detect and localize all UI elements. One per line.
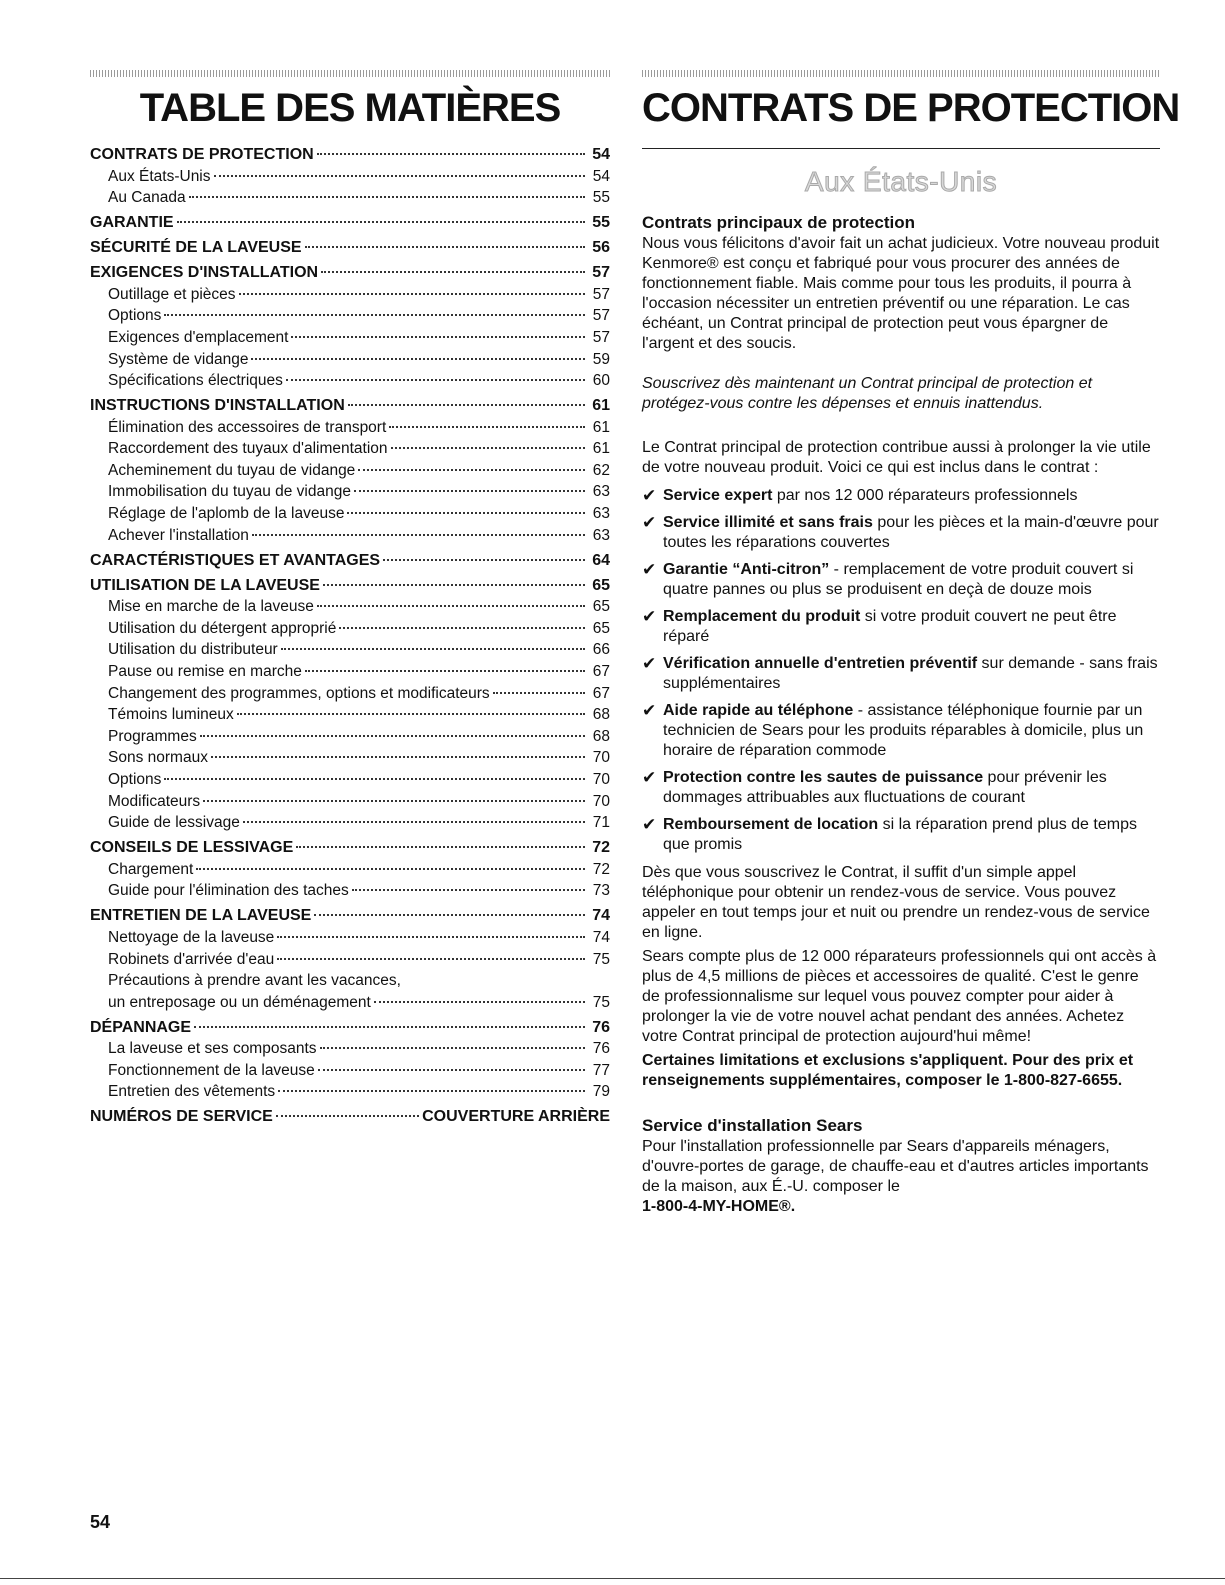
benefit-text: par nos 12 000 réparateurs professionnels: [772, 487, 1078, 504]
toc-entry-label: Changement des programmes, options et modificateurs: [108, 684, 490, 702]
checkmark-icon: ✔: [642, 560, 657, 579]
toc-dot-leader: [296, 846, 585, 848]
toc-entry: [90, 639, 610, 661]
checkmark-icon: ✔: [642, 701, 657, 720]
toc-dot-leader: [277, 958, 585, 960]
toc-entry: [90, 927, 610, 949]
toc-entry: [90, 327, 610, 349]
benefit-text: si la réparation prend plus de temps que promis: [663, 816, 1137, 853]
toc-entry-label: Robinets d'arrivée d'eau: [108, 950, 275, 968]
toc-entry-label: Au Canada: [108, 189, 186, 207]
toc-entry: [90, 1038, 610, 1060]
toc-dot-leader: [323, 584, 585, 586]
toc-entry: [90, 596, 610, 618]
toc-entry: [90, 1017, 610, 1039]
benefit-item: [642, 701, 1160, 761]
toc-entry-label: Fonctionnement de la laveuse: [108, 1061, 315, 1079]
toc-entry: [90, 395, 610, 417]
toc-entry-label: Raccordement des tuyaux d'alimentation: [108, 440, 388, 458]
toc-entry-label: CARACTÉRISTIQUES ET AVANTAGES: [90, 551, 381, 569]
toc-dot-leader: [277, 936, 585, 938]
toc-entry-page: 61: [592, 440, 610, 458]
toc-dot-leader: [383, 559, 585, 561]
intro-paragraph: Nous vous félicitons d'avoir fait un achat judicieux. Votre nouveau produit Kenmore® est conçu et fabriqué pour vous procurer des années de fonctionnement fiable. Mais comme pour tous les produits, il pourra à l'occasion nécessiter un entretien préventif ou une réparation. Le cas échéant, un Contrat principal de protection peut vous épargner de l'argent et des soucis.: [642, 235, 1160, 352]
toc-entry: [90, 550, 610, 572]
checkmark-icon: ✔: [642, 486, 657, 505]
toc-entry-page: 65: [592, 619, 610, 637]
toc-entry-label: Spécifications électriques: [108, 372, 283, 390]
toc-entry: [90, 187, 610, 209]
benefit-title: Remboursement de location: [663, 816, 879, 833]
toc-entry-label: Immobilisation du tuyau de vidange: [108, 483, 351, 501]
toc-entry-label: SÉCURITÉ DE LA LAVEUSE: [90, 239, 302, 257]
toc-dot-leader: [291, 336, 585, 338]
toc-entry-page: 72: [592, 839, 610, 857]
service-paragraph: Dès que vous souscrivez le Contrat, il suffit d'un simple appel téléphonique pour obtenir un rendez-vous de service. Vous pouvez appeler en tout temps jour et nuit ou prendre un rendez-vous de service en ligne.: [642, 864, 1150, 941]
benefit-item: [642, 513, 1160, 553]
benefit-title: Service expert: [663, 487, 773, 504]
benefit-title: Garantie “Anti-citron”: [663, 561, 830, 578]
toc-entry-label: Pause ou remise en marche: [108, 663, 302, 680]
toc-entry-label: Chargement: [108, 860, 194, 878]
toc-entry-label: Exigences d'emplacement: [108, 328, 289, 346]
italic-paragraph: Souscrivez dès maintenant un Contrat principal de protection et protégez-vous contre les dépenses et ennuis inattendus.: [642, 375, 1093, 412]
toc-dot-leader: [164, 778, 585, 780]
right-column-content: [642, 212, 1160, 1217]
toc-dot-leader: [214, 175, 585, 177]
toc-entry-label: Acheminement du tuyau de vidange: [108, 461, 356, 479]
toc-entry: [90, 503, 610, 525]
toc-dot-leader: [281, 648, 585, 650]
toc-entry-label: UTILISATION DE LA LAVEUSE: [90, 576, 320, 594]
toc-entry-page: 72: [592, 860, 610, 878]
toc-dot-leader: [194, 1026, 585, 1028]
toc-entry-page: 61: [592, 397, 610, 415]
header-hatch-right: [642, 70, 1160, 77]
toc-dot-leader: [239, 293, 585, 295]
toc-entry: [90, 683, 610, 705]
checkmark-icon: ✔: [642, 513, 657, 532]
toc-entry-label: GARANTIE: [90, 214, 174, 232]
toc-entry: [90, 618, 610, 640]
toc-entry-label: Sons normaux: [108, 749, 208, 767]
toc-dot-leader: [251, 358, 585, 360]
toc-entry-page: COUVERTURE ARRIÈRE: [422, 1108, 610, 1126]
toc-entry-label: Utilisation du distributeur: [108, 641, 278, 659]
toc-entry: [90, 212, 610, 234]
toc-dot-leader: [374, 1001, 585, 1003]
toc-entry: [90, 144, 610, 166]
toc-dot-leader: [354, 490, 585, 492]
toc-entry-page: 75: [592, 993, 610, 1011]
toc-entry-label: CONSEILS DE LESSIVAGE: [90, 839, 294, 857]
benefit-title: Aide rapide au téléphone: [663, 702, 854, 719]
toc-entry-page: 59: [592, 350, 610, 368]
toc-dot-leader: [211, 756, 585, 758]
benefit-item: [642, 654, 1160, 694]
toc-dot-leader: [358, 469, 585, 471]
toc-entry-page: 65: [592, 576, 610, 594]
toc-entry: [90, 837, 610, 859]
toc-entry-label: Options: [108, 307, 162, 325]
toc-entry-label: Réglage de l'aplomb de la laveuse: [108, 505, 345, 523]
toc-entry-label: ENTRETIEN DE LA LAVEUSE: [90, 907, 312, 925]
toc-entry-label: Mise en marche de la laveuse: [108, 598, 314, 616]
benefit-text: sur demande - sans frais supplémentaires: [663, 655, 1158, 692]
toc-dot-leader: [164, 314, 585, 316]
benefit-title: Vérification annuelle d'entretien préventif: [663, 655, 978, 672]
checkmark-icon: ✔: [642, 607, 657, 626]
toc-entry-label: Témoins lumineux: [108, 706, 234, 724]
toc-entry-label: Aux États-Unis: [108, 167, 211, 185]
toc-entry-label: Entretien des vêtements: [108, 1083, 276, 1101]
toc-entry-page: 65: [592, 598, 610, 616]
toc-entry: [90, 370, 610, 392]
toc-dot-leader: [189, 196, 585, 198]
section-title: CONTRATS DE PROTECTION: [642, 86, 1180, 130]
toc-entry: [90, 661, 610, 683]
toc-dot-leader: [278, 1090, 585, 1092]
toc-entry-page: 63: [592, 505, 610, 523]
benefit-text: pour les pièces et la main-d'œuvre pour toutes les réparations couvertes: [663, 514, 1159, 551]
toc-entry-page: 54: [592, 146, 610, 163]
checkmark-icon: ✔: [642, 815, 657, 834]
toc-entry: [90, 349, 610, 371]
toc-entry-page: 55: [592, 214, 610, 232]
benefit-item: [642, 486, 1160, 506]
toc-entry-page: 64: [592, 551, 610, 569]
toc-title: TABLE DES MATIÈRES: [139, 86, 561, 130]
toc-entry: [90, 237, 610, 259]
toc-dot-leader: [348, 404, 585, 406]
toc-dot-leader: [200, 735, 585, 737]
toc-dot-leader: [352, 889, 585, 891]
toc-entry-page: 76: [592, 1018, 610, 1036]
section-subtitle: Aux États-Unis: [804, 166, 998, 197]
toc-entry: [90, 812, 610, 834]
toc-dot-leader: [252, 534, 585, 536]
toc-entry: [90, 970, 610, 992]
toc-entry-label: INSTRUCTIONS D'INSTALLATION: [90, 397, 345, 415]
toc-entry: [90, 949, 610, 971]
heading-main-contracts: Contrats principaux de protection: [642, 213, 915, 232]
toc-entry-label: Utilisation du détergent approprié: [108, 619, 337, 637]
toc-entry-page: 79: [592, 1083, 610, 1101]
toc-entry: [90, 791, 610, 813]
toc-entry-page: 63: [592, 526, 610, 544]
toc-entry: [90, 1081, 610, 1103]
benefit-text: - remplacement de votre produit couvert si quatre pannes ou plus se produisent en deçà de douze mois: [663, 561, 1134, 598]
title-rule: [642, 148, 1160, 149]
benefit-text: pour prévenir les dommages attribuables aux fluctuations de courant: [663, 769, 1107, 806]
toc-entry: [90, 704, 610, 726]
toc-entry-page: 68: [592, 727, 610, 745]
benefit-title: Protection contre les sautes de puissance: [663, 769, 984, 786]
toc-dot-leader: [314, 914, 585, 916]
toc-dot-leader: [196, 868, 585, 870]
toc-entry-page: 63: [592, 483, 610, 501]
toc-dot-leader: [203, 800, 585, 802]
toc-entry: [90, 284, 610, 306]
toc-entry-page: 54: [592, 167, 610, 185]
table-of-contents: [90, 144, 610, 1128]
toc-entry-label: Précautions à prendre avant les vacances,: [108, 972, 401, 990]
toc-entry-page: 60: [592, 372, 610, 390]
toc-dot-leader: [339, 627, 585, 629]
toc-entry: [90, 747, 610, 769]
checkmark-icon: ✔: [642, 654, 657, 673]
toc-dot-leader: [177, 221, 585, 223]
toc-entry-label: Élimination des accessoires de transport: [108, 418, 387, 436]
toc-entry-page: 66: [592, 641, 610, 659]
installation-text: Pour l'installation professionnelle par Sears d'appareils ménagers, d'ouvre-portes de garage, de chauffe-eau et d'autres articles importants de la maison, aux É.-U. composer le: [642, 1138, 1149, 1195]
toc-entry-page: 67: [592, 663, 610, 680]
toc-entry-page: 70: [592, 770, 610, 788]
toc-entry: [90, 417, 610, 439]
toc-entry-label: un entreposage ou un déménagement: [108, 993, 371, 1011]
toc-entry: [90, 438, 610, 460]
toc-entry-page: 55: [592, 189, 610, 207]
toc-dot-leader: [320, 1047, 585, 1049]
heading-installation-service: Service d'installation Sears: [642, 1116, 863, 1135]
toc-entry: [90, 460, 610, 482]
toc-entry: [90, 905, 610, 927]
toc-entry: [90, 992, 610, 1014]
toc-entry-label: NUMÉROS DE SERVICE: [90, 1108, 273, 1126]
benefit-text: - assistance téléphonique fournie par un technicien de Sears pour les produits réparables à domicile, plus un horaire de réparation commode: [663, 702, 1144, 759]
limitations-paragraph: Certaines limitations et exclusions s'appliquent. Pour des prix et renseignements supplémentaires, composer le 1-800-827-6655.: [642, 1052, 1134, 1089]
toc-entry: [90, 575, 610, 597]
toc-entry-label: Achever l'installation: [108, 526, 249, 544]
toc-dot-leader: [318, 1069, 585, 1071]
benefit-item: [642, 607, 1160, 647]
toc-entry: [90, 481, 610, 503]
toc-entry-page: 61: [592, 418, 610, 436]
checkmark-icon: ✔: [642, 768, 657, 787]
toc-dot-leader: [391, 447, 585, 449]
toc-dot-leader: [347, 512, 585, 514]
toc-entry-page: 67: [592, 684, 610, 702]
toc-entry-label: Programmes: [108, 727, 197, 745]
toc-entry-page: 70: [592, 792, 610, 810]
installation-phone: 1-800-4-MY-HOME®.: [642, 1198, 796, 1215]
contract-paragraph: Le Contrat principal de protection contribue aussi à prolonger la vie utile de votre nouveau produit. Voici ce qui est inclus dans le contrat :: [642, 439, 1151, 476]
header-hatch-left: [90, 70, 610, 77]
toc-entry-page: 62: [592, 461, 610, 479]
benefit-title: Remplacement du produit: [663, 608, 861, 625]
toc-dot-leader: [305, 246, 585, 248]
toc-dot-leader: [321, 271, 585, 273]
toc-entry-label: CONTRATS DE PROTECTION: [90, 146, 314, 163]
toc-entry: [90, 166, 610, 188]
sears-paragraph: Sears compte plus de 12 000 réparateurs professionnels qui ont accès à plus de 4,5 millions de pièces et accessoires de qualité. C'est le genre de professionnalisme sur lequel vous pouvez compter pour aider à prolonger la vie de votre nouvel achat pendant des années. Achetez votre Contrat principal de protection aujourd'hui même!: [642, 948, 1157, 1045]
toc-entry: [90, 859, 610, 881]
toc-entry-page: 74: [592, 928, 610, 946]
toc-dot-leader: [493, 692, 585, 694]
toc-entry-page: 56: [592, 239, 610, 257]
benefit-item: [642, 768, 1160, 808]
toc-entry-page: 73: [592, 882, 610, 900]
toc-dot-leader: [286, 379, 585, 381]
toc-entry-page: 76: [592, 1040, 610, 1058]
toc-entry: [90, 262, 610, 284]
benefit-item: [642, 560, 1160, 600]
toc-entry: [90, 726, 610, 748]
toc-dot-leader: [237, 713, 585, 715]
toc-entry-page: 68: [592, 706, 610, 724]
toc-entry: [90, 880, 610, 902]
toc-entry: [90, 1106, 610, 1128]
toc-dot-leader: [317, 153, 585, 155]
bottom-rule: [0, 1578, 1225, 1579]
page-number: 54: [90, 1512, 111, 1532]
toc-entry: [90, 769, 610, 791]
toc-entry-label: La laveuse et ses composants: [108, 1040, 317, 1058]
toc-dot-leader: [389, 426, 585, 428]
toc-entry: [90, 305, 610, 327]
toc-dot-leader: [276, 1115, 419, 1117]
toc-dot-leader: [243, 821, 585, 823]
toc-entry-label: Options: [108, 770, 162, 788]
toc-entry-page: 57: [592, 264, 610, 282]
toc-entry-label: Guide de lessivage: [108, 814, 240, 832]
toc-entry-page: 75: [592, 950, 610, 968]
toc-entry: [90, 525, 610, 547]
toc-entry-page: 71: [592, 814, 610, 832]
installation-paragraph: [642, 1137, 1160, 1217]
toc-entry-page: 70: [592, 749, 610, 767]
benefit-text: si votre produit couvert ne peut être réparé: [663, 608, 1117, 645]
benefits-list: [642, 486, 1160, 855]
toc-entry-page: 57: [592, 307, 610, 325]
toc-entry-label: EXIGENCES D'INSTALLATION: [90, 264, 319, 282]
toc-entry-label: DÉPANNAGE: [90, 1018, 192, 1036]
toc-entry-page: 57: [592, 328, 610, 346]
toc-entry-label: Système de vidange: [108, 350, 249, 368]
toc-dot-leader: [317, 605, 585, 607]
toc-dot-leader: [305, 670, 585, 672]
toc-entry-page: 57: [592, 285, 610, 303]
toc-entry-label: Guide pour l'élimination des taches: [108, 882, 349, 900]
toc-entry-label: Outillage et pièces: [108, 285, 236, 303]
toc-entry-page: 74: [592, 907, 610, 925]
toc-entry-label: Nettoyage de la laveuse: [108, 928, 275, 946]
benefit-title: Service illimité et sans frais: [663, 514, 873, 531]
toc-entry: [90, 1060, 610, 1082]
benefit-item: [642, 815, 1160, 855]
toc-entry-page: 77: [592, 1061, 610, 1079]
toc-entry-label: Modificateurs: [108, 792, 201, 810]
